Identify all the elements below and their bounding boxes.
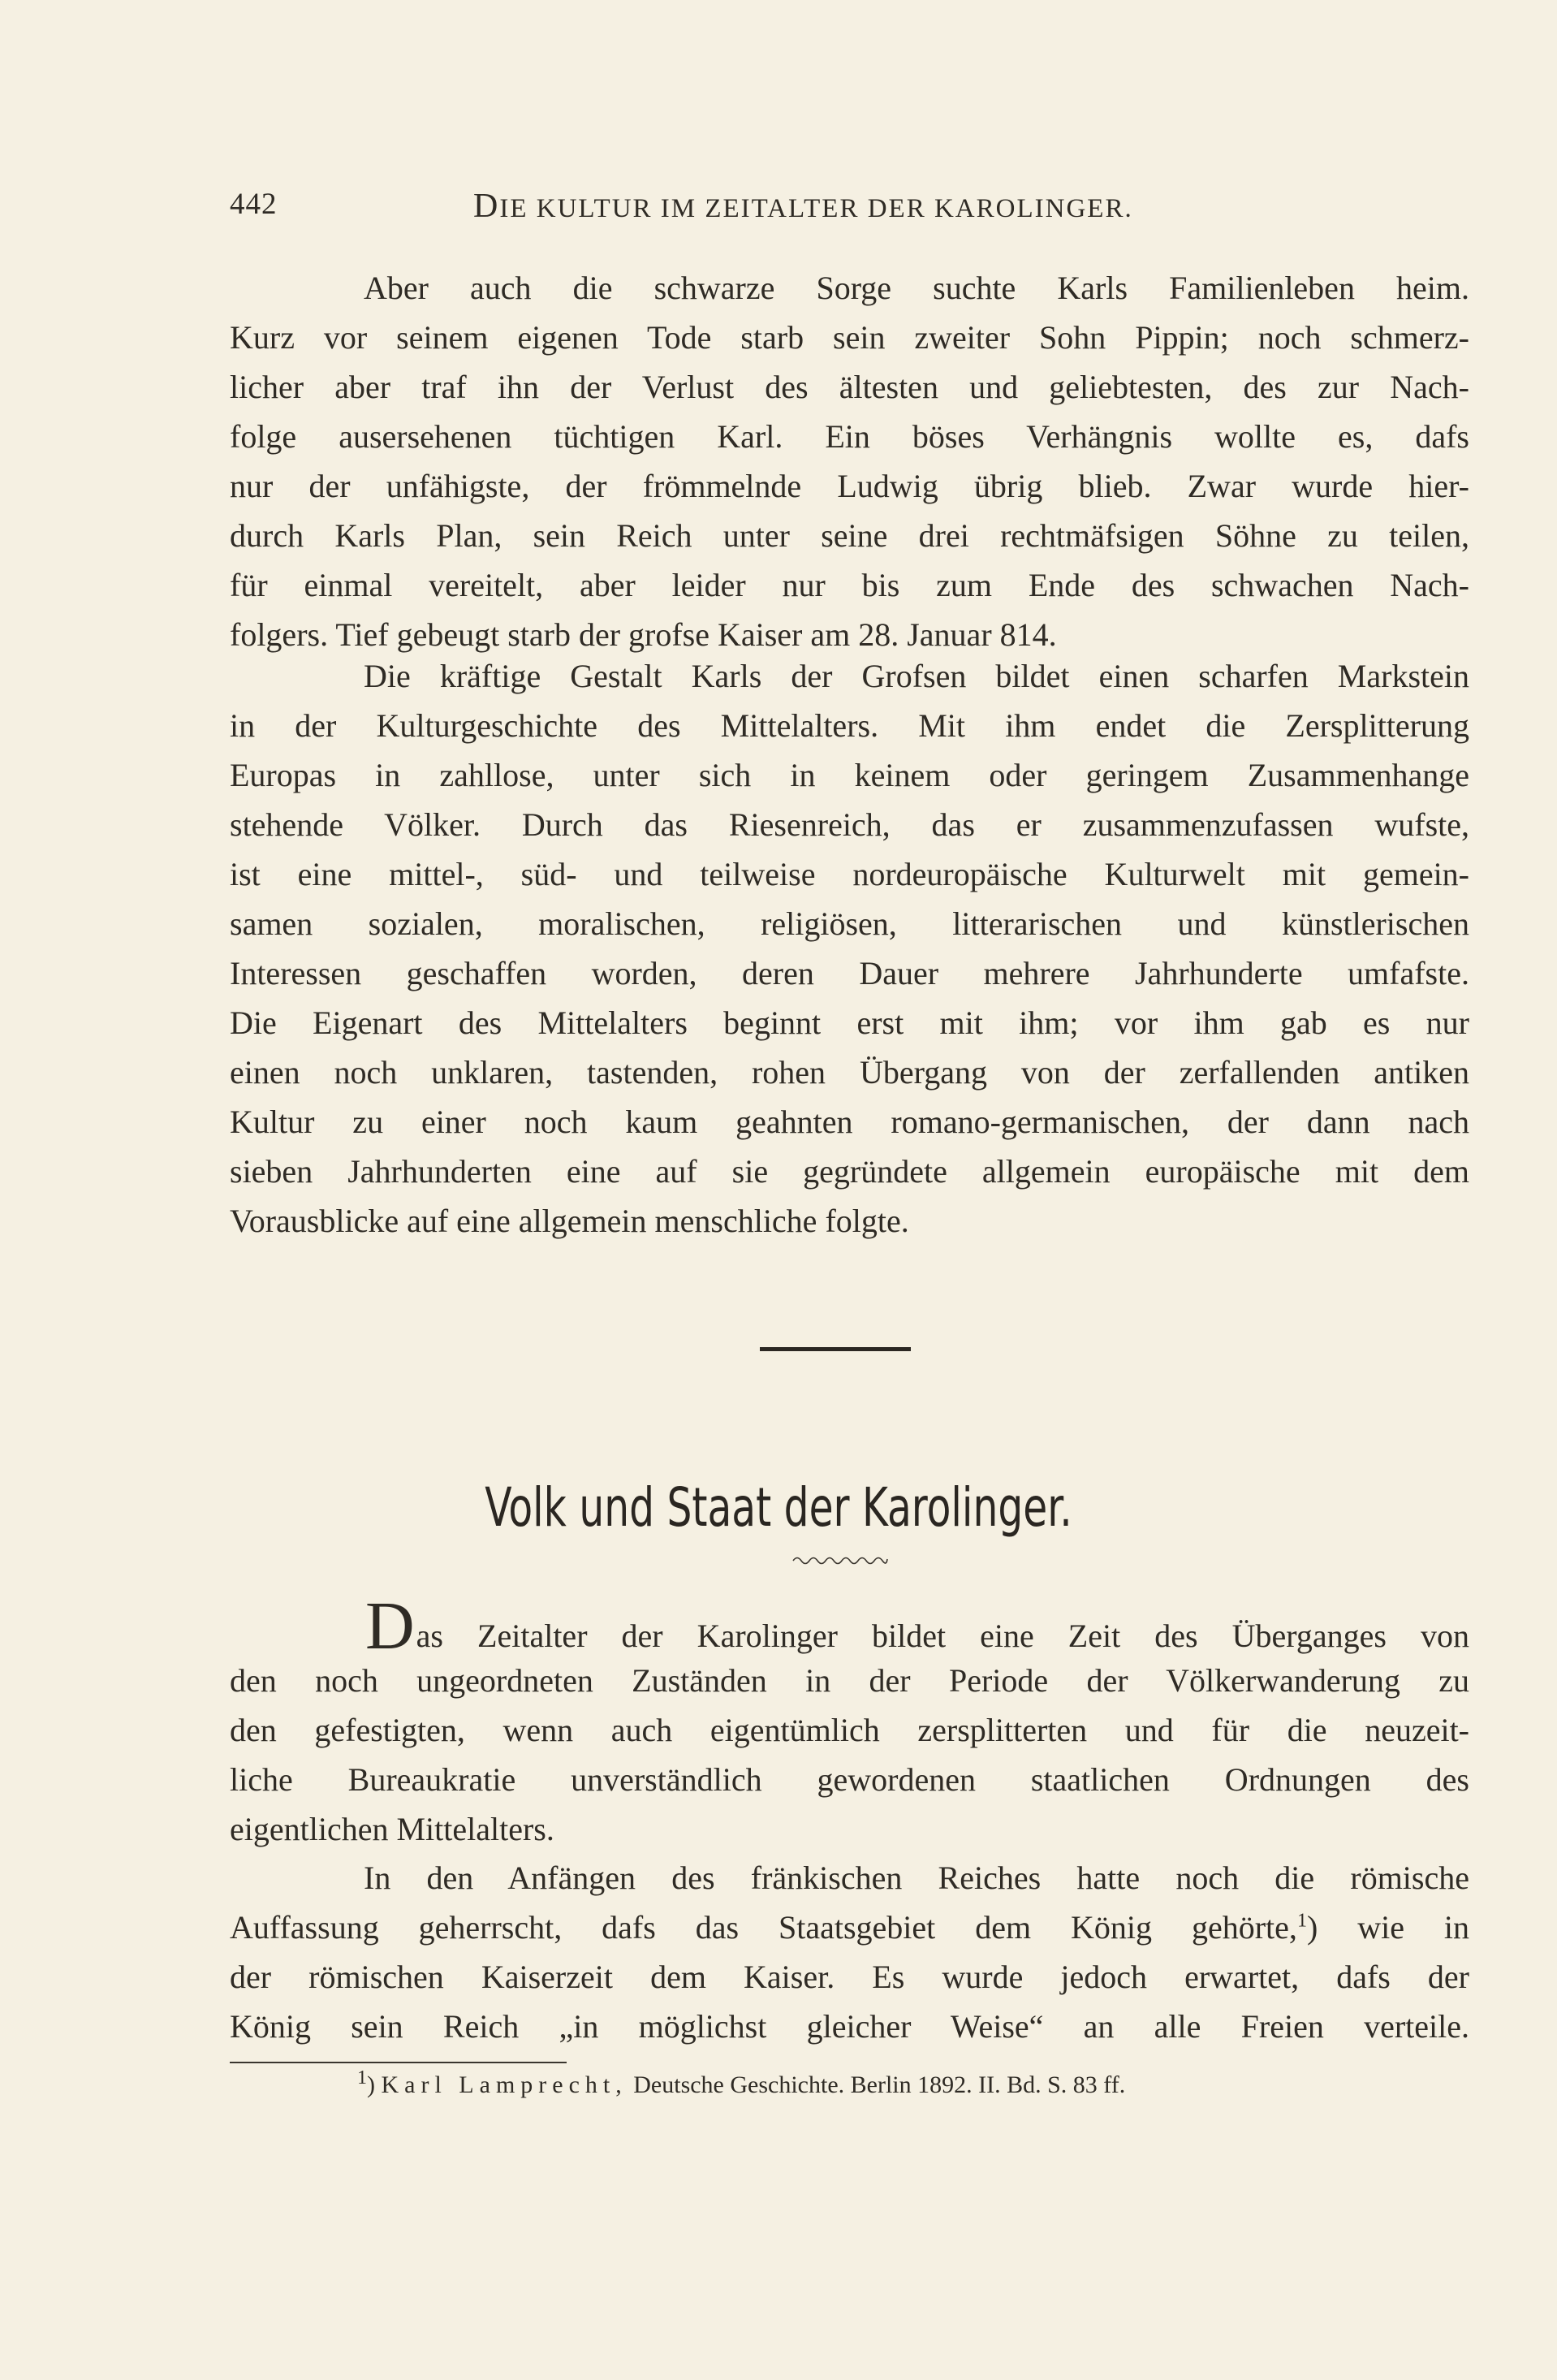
text-line: ist eine mittel-, süd- und teilweise nordeuropäische Kulturwelt mit gemein- <box>230 856 1469 892</box>
text-line: nur der unfähigste, der frömmelnde Ludwig übrig blieb. Zwar wurde hier- <box>230 468 1469 504</box>
text-span: ) wie in <box>1306 1909 1470 1946</box>
text-line: durch Karls Plan, sein Reich unter seine drei rechtmäfsigen Söhne zu teilen, <box>230 517 1469 554</box>
drop-cap: D <box>365 1588 415 1664</box>
paragraph-anfaenge <box>230 1853 1469 2051</box>
text-line: Die Eigenart des Mittelalters beginnt erst mit ihm; vor ihm gab es nur <box>230 1004 1469 1041</box>
footnote-text: Deutsche Geschichte. Berlin 1892. II. Bd. S. 83 ff. <box>633 2071 1126 2098</box>
text-line: folgers. Tief gebeugt starb der grofse Kaiser am 28. Januar 814. <box>230 616 1057 653</box>
section-divider <box>760 1347 911 1351</box>
text-line: Vorausblicke auf eine allgemein menschliche folgte. <box>230 1203 909 1239</box>
text-line: samen sozialen, moralischen, religiösen, litterarischen und künstlerischen <box>230 905 1469 942</box>
text-line: den noch ungeordneten Zuständen in der Periode der Völkerwanderung zu <box>230 1662 1469 1699</box>
text-line: liche Bureaukratie unverständlich gewordenen staatlichen Ordnungen des <box>230 1761 1469 1798</box>
text-line: eigentlichen Mittelalters. <box>230 1811 554 1847</box>
wavy-ornament <box>791 1553 889 1566</box>
text-line: König sein Reich „in möglichst gleicher Weise“ an alle Freien verteile. <box>230 2008 1469 2045</box>
page-number: 442 <box>230 188 278 221</box>
footnote-author: Karl Lamprecht, <box>381 2071 628 2098</box>
text-line: stehende Völker. Durch das Riesenreich, das er zusammenzufassen wufste, <box>230 806 1469 843</box>
text-line: für einmal vereitelt, aber leider nur bis zum Ende des schwachen Nach- <box>230 567 1469 603</box>
text-line: In den Anfängen des fränkischen Reiches hatte noch die römische <box>364 1860 1469 1896</box>
paragraph-karls-family <box>230 263 1469 659</box>
text-line <box>230 1903 1469 1952</box>
footnote-reference: 1 <box>1296 1910 1307 1932</box>
text-line: den gefestigten, wenn auch eigentümlich zersplitterten und für die neuzeit- <box>230 1712 1469 1748</box>
paragraph-karl-markstein <box>230 651 1469 1246</box>
page-header <box>230 187 1285 235</box>
text-line: Die kräftige Gestalt Karls der Grofsen bildet einen scharfen Markstein <box>364 658 1469 694</box>
text-line: einen noch unklaren, tastenden, rohen Übergang von der zerfallenden antiken <box>230 1054 1469 1091</box>
text-line: folge ausersehenen tüchtigen Karl. Ein böses Verhängnis wollte es, dafs <box>230 418 1469 455</box>
text-line: licher aber traf ihn der Verlust des ältesten und geliebtesten, des zur Nach- <box>230 369 1469 405</box>
footnote-marker-close: ) <box>367 2071 375 2098</box>
text-line: Aber auch die schwarze Sorge suchte Karls Familienleben heim. <box>364 270 1469 306</box>
text-line: Europas in zahllose, unter sich in keinem oder geringem Zusammenhange <box>230 757 1469 793</box>
text-line <box>230 1588 1469 1664</box>
text-line: sieben Jahrhunderten eine auf sie gegründete allgemein europäische mit dem <box>230 1153 1469 1190</box>
paragraph-zeitalter <box>230 1588 1469 1854</box>
first-line-text: as Zeitalter der Karolinger bildet eine Zeit des Überganges von <box>416 1618 1469 1654</box>
text-line: Kultur zu einer noch kaum geahnten romano-germanischen, der dann nach <box>230 1104 1469 1140</box>
running-title: DIE KULTUR IM ZEITALTER DER KAROLINGER. <box>473 188 1133 225</box>
section-title: Volk und Staat der Karolinger. <box>485 1476 1072 1539</box>
text-line: in der Kulturgeschichte des Mittelalters. Mit ihm endet die Zersplitterung <box>230 707 1469 744</box>
text-line: Interessen geschaffen worden, deren Dauer mehrere Jahrhunderte umfafste. <box>230 955 1469 991</box>
text-line: Kurz vor seinem eigenen Tode starb sein zweiter Sohn Pippin; noch schmerz- <box>230 319 1469 356</box>
footnote-marker: 1 <box>357 2067 367 2088</box>
text-line: der römischen Kaiserzeit dem Kaiser. Es wurde jedoch erwartet, dafs der <box>230 1959 1469 1995</box>
footnote <box>357 2063 1125 2107</box>
text-span: Auffassung geherrscht, dafs das Staatsgebiet dem König gehörte, <box>230 1909 1297 1946</box>
